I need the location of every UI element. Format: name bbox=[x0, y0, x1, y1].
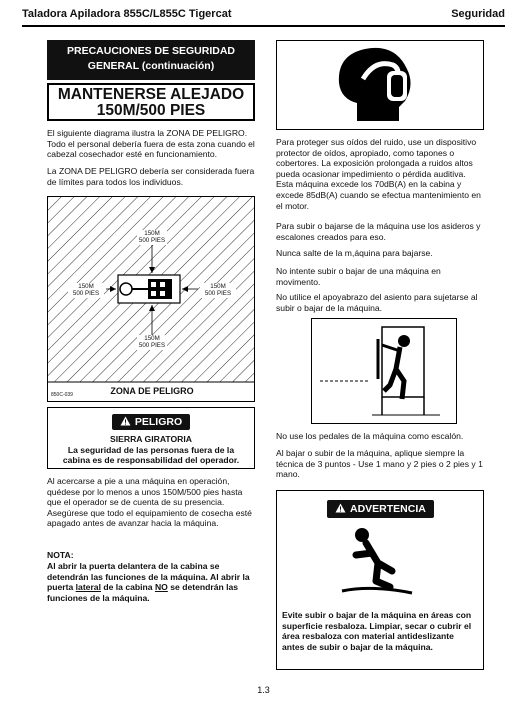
distance-label-top-ft: 500 PIES bbox=[138, 236, 166, 244]
distance-label-right-ft: 500 PIES bbox=[204, 289, 232, 297]
distance-label-left bbox=[68, 284, 104, 298]
distance-label-top bbox=[137, 231, 167, 245]
distance-label-bottom bbox=[137, 336, 167, 350]
running-header-section: Seguridad bbox=[451, 8, 505, 20]
warning-badge bbox=[327, 500, 434, 518]
header-rule bbox=[22, 25, 505, 27]
danger-label: PELIGRO bbox=[134, 416, 183, 428]
warning-triangle-icon bbox=[335, 503, 346, 513]
note-no: NO bbox=[154, 582, 168, 593]
section-banner bbox=[47, 40, 255, 80]
running-header-title: Taladora Apiladora 855C/L855C Tigercat bbox=[22, 8, 232, 20]
section-title-line2: 150M/500 PIES bbox=[96, 102, 206, 119]
zone-paragraph: La ZONA DE PELIGRO debería ser considerada fuera de límites para todos los individuos. bbox=[47, 166, 255, 187]
danger-zone-illustration bbox=[48, 197, 255, 402]
armrest-paragraph: No utilice el apoyabrazo del asiento para sujetarse al subir o bajar de la máquina. bbox=[276, 292, 478, 313]
no-jump-paragraph: Nunca salte de la m,áquina para bajarse. bbox=[276, 248, 433, 258]
noise-paragraph: Para proteger sus oídos del ruido, use un dispositivo protector de oídos, apropiado, como tapones o cobertores. La exposición prolongada a ruidos altos pueda ocasionar impedimiento o pérdida auditiva. Esta máquina excede los 70dB(A) en la cabina y excede 85dB(A) cuando se efectua mantenimiento en el motor. bbox=[276, 137, 481, 211]
page-number: 1.3 bbox=[257, 685, 270, 695]
handholds-paragraph: Para subir o bajarse de la máquina use los asideros y escalones creados para eso. bbox=[276, 221, 481, 242]
danger-text: La seguridad de las personas fuera de la cabina es de responsabilidad del operador. bbox=[62, 444, 240, 466]
distance-label-top-m: 150M bbox=[144, 230, 160, 237]
distance-label-right-m: 150M bbox=[210, 283, 226, 290]
diagram-code: 850C-039 bbox=[51, 392, 73, 398]
distance-label-bottom-ft: 500 PIES bbox=[138, 341, 166, 349]
danger-zone-diagram bbox=[47, 196, 255, 402]
ear-protection-icon bbox=[277, 41, 482, 128]
warning-box bbox=[276, 490, 484, 670]
distance-label-right bbox=[200, 284, 236, 298]
section-title-line1: MANTENERSE ALEJADO bbox=[57, 86, 245, 103]
warning-text: Evite subir o bajar de la máquina en áreas con superficie resbaloza. Limpiar, secar o cubrir el área resbaloza con material antideslizante antes de subir o bajar de la máquina. bbox=[282, 610, 472, 652]
three-point-paragraph: Al bajar o subir de la máquina, aplique siempre la técnica de 3 puntos - Use 1 mano y 2 pies o 2 pies y 1 mano. bbox=[276, 448, 483, 480]
pedals-paragraph: No use los pedales de la máquina como escalón. bbox=[276, 431, 464, 441]
distance-label-bottom-m: 150M bbox=[144, 335, 160, 342]
note-lateral: lateral bbox=[75, 582, 101, 593]
warning-label: ADVERTENCIA bbox=[350, 503, 426, 515]
diagram-caption: ZONA DE PELIGRO bbox=[110, 386, 194, 396]
note-text bbox=[47, 561, 257, 603]
section-banner-line2: GENERAL (continuación) bbox=[87, 60, 215, 72]
moving-machine-paragraph: No intente subir o bajar de una máquina en movimento. bbox=[276, 266, 441, 287]
danger-heading: SIERRA GIRATORIA bbox=[110, 434, 192, 444]
section-title bbox=[47, 83, 255, 121]
danger-badge bbox=[112, 414, 190, 430]
warning-triangle-icon bbox=[120, 416, 131, 426]
intro-paragraph: El siguiente diagrama ilustra la ZONA DE PELIGRO. Todo el personal debería fuera de esta zona cuando el cabezal cosechador esté en funcionamiento. bbox=[47, 128, 255, 160]
climbing-illustration bbox=[311, 318, 457, 424]
distance-label-left-m: 150M bbox=[78, 283, 94, 290]
approach-paragraph: Al acercarse a pie a una máquina en operación, quédese por lo menos a unos 150M/500 pies hasta que el operador se de cuenta de su presencia. Asegúrese que todo el equipamiento de cosecha esté apagado antes de avanzar hacia la máquina. bbox=[47, 476, 252, 529]
distance-label-left-ft: 500 PIES bbox=[72, 289, 100, 297]
note-label: NOTA: bbox=[47, 550, 74, 560]
three-point-contact-icon bbox=[312, 319, 455, 422]
note-text-part3: se detendrán las funciones de la máquina. bbox=[47, 582, 239, 603]
note-text-part2: de la cabina bbox=[100, 582, 155, 593]
hearing-protection-pictogram bbox=[276, 40, 484, 130]
section-banner-line1: PRECAUCIONES DE SEGURIDAD bbox=[66, 45, 236, 57]
note-text-part1: Al abrir la puerta delantera de la cabina se detendrán las funciones de la máquina. Al abrir la puerta bbox=[47, 561, 250, 593]
slip-hazard-icon bbox=[332, 525, 422, 600]
danger-box bbox=[47, 407, 255, 469]
